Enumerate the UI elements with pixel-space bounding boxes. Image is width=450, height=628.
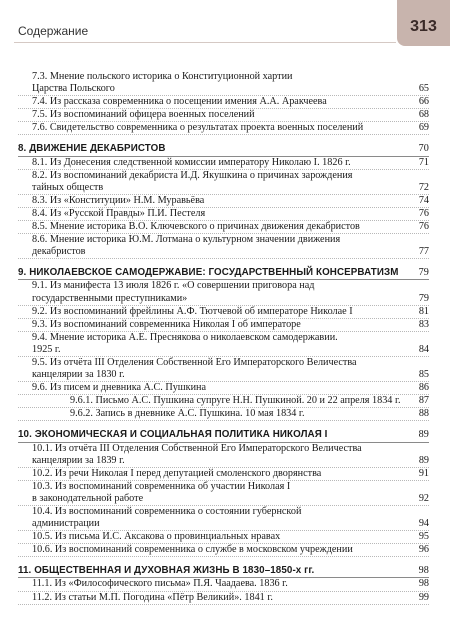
- toc-chapter[interactable]: [18, 143, 429, 156]
- toc-page-number: 92: [418, 492, 429, 504]
- toc-entry[interactable]: [18, 221, 429, 234]
- toc-entry-title-line: 7.5. Из воспоминаний офицера военных поселений: [32, 109, 255, 121]
- toc-page-number: 95: [418, 531, 429, 543]
- toc-entry[interactable]: [18, 319, 429, 332]
- toc-entry-title-line: 7.3. Мнение польского историка о Конституционной хартии: [32, 71, 293, 82]
- toc-entry-title-line: 7.4. Из рассказа современника о посещении имения А.А. Аракчеева: [32, 96, 327, 108]
- toc-entry[interactable]: [18, 332, 429, 357]
- toc-chapter[interactable]: [18, 565, 429, 578]
- toc-entry-title-line: 11. ОБЩЕСТВЕННАЯ И ДУХОВНАЯ ЖИЗНЬ В 1830–1850-х гг.: [18, 565, 315, 577]
- page-header: [0, 0, 450, 46]
- toc-entry-title-line: 7.6. Свидетельство современника о результатах проекта военных поселений: [32, 122, 364, 134]
- toc-entry[interactable]: [18, 531, 429, 544]
- toc-entry[interactable]: [18, 506, 429, 531]
- toc-page-number: 74: [418, 194, 429, 206]
- toc-page-number: 98: [418, 578, 429, 590]
- toc-page-number: 85: [418, 369, 429, 381]
- toc-page-number: 84: [418, 343, 429, 355]
- toc-entry[interactable]: [18, 280, 429, 305]
- toc-entry-title-line: в законодательной работе: [32, 492, 144, 504]
- toc-entry[interactable]: [18, 109, 429, 122]
- toc-entry-title-line: 8.1. Из Донесения следственной комиссии императору Николаю I. 1826 г.: [32, 156, 351, 168]
- toc-entry[interactable]: [18, 122, 429, 135]
- toc-entry[interactable]: [18, 96, 429, 109]
- section-title: Содержание: [18, 24, 89, 38]
- toc-entry[interactable]: [18, 157, 429, 170]
- toc-page-number: 89: [418, 429, 429, 441]
- toc-page-number: 76: [418, 207, 429, 219]
- toc-entry-title-line: тайных обществ: [32, 181, 104, 193]
- toc-entry-title-line: 9.5. Из отчёта III Отделения Собственной Его Императорского Величества: [32, 356, 357, 368]
- toc-entry-title-line: государственными преступниками»: [32, 292, 188, 304]
- toc-page-number: 68: [418, 109, 429, 121]
- toc-page-number: 65: [418, 83, 429, 95]
- chapter-spacer: [18, 557, 429, 565]
- toc-page-number: 94: [418, 518, 429, 530]
- toc-entry-title-line: администрации: [32, 518, 100, 530]
- toc-page-number: 96: [418, 544, 429, 556]
- toc-entry[interactable]: [18, 71, 429, 96]
- toc-entry[interactable]: [18, 234, 429, 259]
- toc-page-number: 87: [418, 395, 429, 407]
- toc-page-number: 77: [418, 246, 429, 258]
- toc-entry[interactable]: [18, 395, 429, 408]
- toc-entry-title-line: 11.2. Из статьи М.П. Погодина «Пётр Великий». 1841 г.: [32, 591, 273, 603]
- toc-page-number: 70: [418, 143, 429, 155]
- toc-entry-title-line: 10.3. Из воспоминаний современника об участии Николая I: [32, 480, 291, 492]
- toc-entry[interactable]: [18, 592, 429, 605]
- toc-entry[interactable]: [18, 578, 429, 591]
- toc-page-number: 81: [418, 305, 429, 317]
- toc-entry-title-line: 9.3. Из воспоминаний современника Николая I об императоре: [32, 318, 301, 330]
- toc-entry-title-line: 8.2. Из воспоминаний декабриста И.Д. Якушкина о причинах зарождения: [32, 169, 353, 181]
- toc-entry[interactable]: [18, 544, 429, 557]
- toc-entry-title-line: 8.5. Мнение историка В.О. Ключевского о причинах движения декабристов: [32, 221, 360, 233]
- toc-page-number: 76: [418, 221, 429, 233]
- toc-entry-title-line: 10. ЭКОНОМИЧЕСКАЯ И СОЦИАЛЬНАЯ ПОЛИТИКА НИКОЛАЯ I: [18, 429, 328, 441]
- toc-page-number: 98: [418, 565, 429, 577]
- toc-page-number: 69: [418, 122, 429, 134]
- toc-entry[interactable]: [18, 195, 429, 208]
- toc-entry[interactable]: [18, 208, 429, 221]
- toc-page-number: 86: [418, 382, 429, 394]
- toc-entry-title-line: 8.6. Мнение историка Ю.М. Лотмана о культурном значении движения: [32, 234, 341, 246]
- header-divider: [14, 42, 396, 43]
- toc-entry[interactable]: [18, 382, 429, 395]
- toc-page-number: 88: [418, 408, 429, 420]
- toc-entry-title-line: 9. НИКОЛАЕВСКОЕ САМОДЕРЖАВИЕ: ГОСУДАРСТВЕННЫЙ КОНСЕРВАТИЗМ: [18, 267, 399, 279]
- toc-entry-title-line: 8.4. Из «Русской Правды» П.И. Пестеля: [32, 207, 206, 219]
- toc-entry-title-line: 9.1. Из манифеста 13 июля 1826 г. «О совершении приговора над: [32, 280, 315, 292]
- toc-entry-title-line: 1925 г.: [32, 343, 61, 355]
- toc-entry-title-line: 9.2. Из воспоминаний фрейлины А.Ф. Тютчевой об императоре Николае I: [32, 305, 353, 317]
- page-number-tab: [397, 0, 450, 46]
- toc-entry-title-line: 9.6. Из писем и дневника А.С. Пушкина: [32, 382, 207, 394]
- toc-entry-title-line: 10.4. Из воспоминаний современника о состоянии губернской: [32, 506, 302, 517]
- toc-entry-title-line: канцелярии за 1830 г.: [32, 369, 125, 381]
- toc-chapter[interactable]: [18, 267, 429, 280]
- table-of-contents: [18, 71, 429, 605]
- toc-entry-title-line: 10.5. Из письма И.С. Аксакова о провинциальных нравах: [32, 531, 281, 543]
- toc-page-number: 83: [418, 318, 429, 330]
- toc-entry[interactable]: [18, 306, 429, 319]
- chapter-spacer: [18, 135, 429, 143]
- toc-entry-title-line: Царства Польского: [32, 83, 115, 95]
- chapter-spacer: [18, 421, 429, 429]
- toc-entry-title-line: канцелярии за 1839 г.: [32, 454, 125, 466]
- toc-entry[interactable]: [18, 408, 429, 421]
- toc-page-number: 89: [418, 454, 429, 466]
- toc-entry-title-line: 11.1. Из «Философического письма» П.Я. Чаадаева. 1836 г.: [32, 578, 288, 590]
- toc-entry-title-line: 9.4. Мнение историка А.Е. Преснякова о николаевском самодержавии.: [32, 331, 338, 343]
- toc-page-number: 99: [418, 591, 429, 603]
- toc-entry-title-line: 8. ДВИЖЕНИЕ ДЕКАБРИСТОВ: [18, 143, 166, 155]
- toc-entry-title-line: 9.6.2. Запись в дневнике А.С. Пушкина. 10 мая 1834 г.: [70, 408, 305, 420]
- page-number: 313: [410, 18, 437, 35]
- toc-page-number: 66: [418, 96, 429, 108]
- toc-page-number: 79: [418, 292, 429, 304]
- toc-entry-title-line: 8.3. Из «Конституции» Н.М. Муравьёва: [32, 194, 205, 206]
- toc-chapter[interactable]: [18, 429, 429, 442]
- toc-entry-title-line: 10.1. Из отчёта III Отделения Собственной Его Императорского Величества: [32, 442, 362, 454]
- toc-entry[interactable]: [18, 443, 429, 468]
- toc-entry-title-line: 10.2. Из речи Николая I перед депутацией смоленского дворянства: [32, 467, 322, 479]
- toc-entry[interactable]: [18, 170, 429, 195]
- toc-entry-title-line: 10.6. Из воспоминаний современника о службе в московском учреждении: [32, 544, 353, 556]
- toc-entry[interactable]: [18, 481, 429, 506]
- toc-page-number: 71: [418, 156, 429, 168]
- toc-entry[interactable]: [18, 468, 429, 481]
- toc-entry[interactable]: [18, 357, 429, 382]
- toc-page-number: 79: [418, 267, 429, 279]
- toc-entry-title-line: 9.6.1. Письмо А.С. Пушкина супруге Н.Н. Пушкиной. 20 и 22 апреля 1834 г.: [70, 395, 401, 407]
- toc-page-number: 72: [418, 181, 429, 193]
- toc-page-number: 91: [418, 467, 429, 479]
- toc-entry-title-line: декабристов: [32, 246, 86, 258]
